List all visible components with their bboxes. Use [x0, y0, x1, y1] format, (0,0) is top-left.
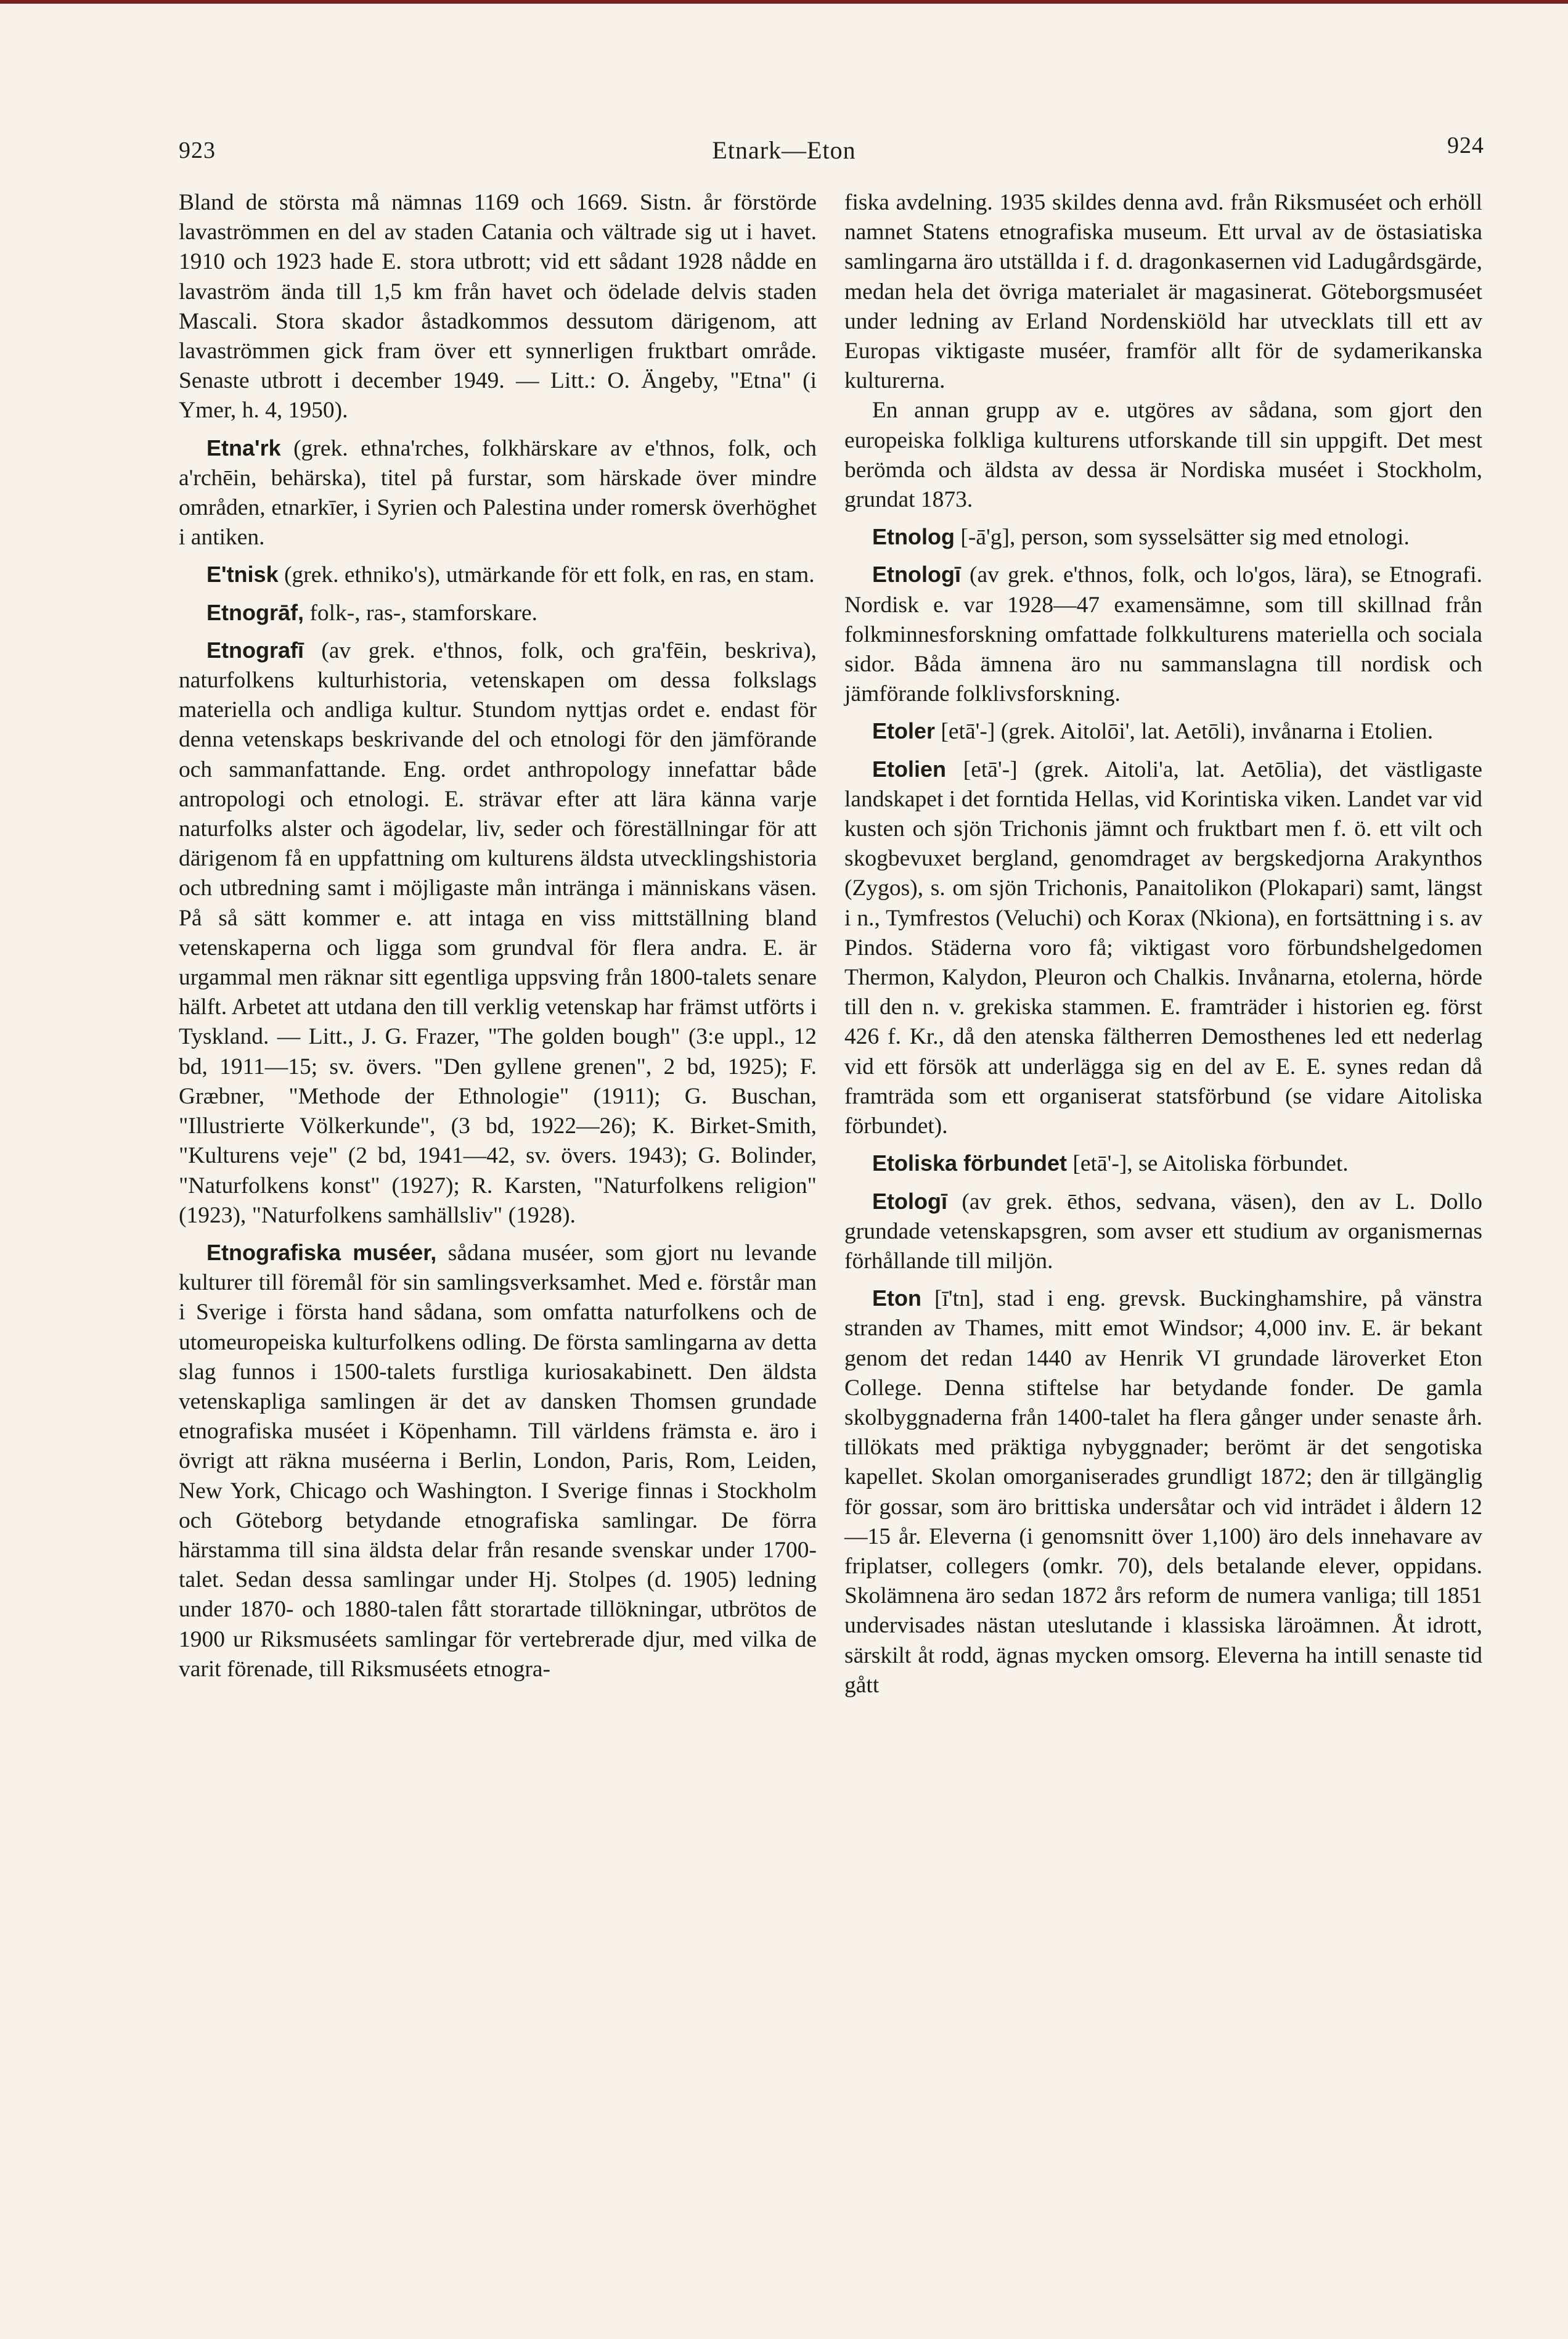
entry-headword: Etnografī	[206, 637, 304, 663]
entry-text: [ī'tn], stad i eng. grevsk. Buckinghamshire, på vänstra stranden av Thames, mitt emot Windsor; 4,000 inv. E. är bekant genom det redan 1440 av Henrik VI grundade läroverket Eton College. Denna stiftelse har betydande fonder. De gamla skolbyggnaderna från 1400-talet ha flera gånger under senaste årh. tillökats med präktiga nybyggnader; berömt är det sengotiska kapellet. Skolan omorganiserades grundligt 1872; den är tillgänglig för gossar, som äro brittiska undersåtar och vid inträdet i åldern 12—15 år. Eleverna (i genomsnitt över 1,100) äro dels innehavare av friplatser, collegers (omkr. 70), dels betalande elever, oppidans. Skolämnena äro sedan 1872 års reform de numera vanliga; till 1851 undervisades nästan uteslutande i klassiska läroämnen. Åt idrott, särskilt åt rodd, ägnas mycken omsorg. Eleverna ha intill senaste tid gått	[844, 1286, 1482, 1698]
entry-text: (av grek. e'thnos, folk, och lo'gos, lära), se Etnografi. Nordisk e. var 1928—47 examensämne, som till skillnad från folkminnesforskning omfattade folkkulturens materiella och sociala sidor. Båda ämnena äro nu sammanslagna till nordisk och jämförande folklivsforskning.	[844, 562, 1482, 707]
dictionary-entry	[844, 560, 1482, 709]
entry-headword: Etolien	[872, 756, 947, 782]
entry-text: [etā'-] (grek. Aitolōi', lat. Aetōli), invånarna i Etolien.	[935, 719, 1434, 745]
entry-text: (av grek. ēthos, sedvana, väsen), den av L. Dollo grundade vetenskapsgren, som avser ett studium av organismernas förhållande till miljön.	[844, 1189, 1482, 1274]
entry-headword: E'tnisk	[206, 562, 279, 588]
dictionary-entry	[179, 560, 817, 590]
text-paragraph	[179, 188, 817, 426]
entry-headword: Etnolog	[872, 524, 955, 550]
text-paragraph	[844, 188, 1482, 396]
entry-text: (av grek. e'thnos, folk, och gra'fēin, beskriva), naturfolkens kulturhistoria, vetenskapen om dessa folkslags materiella och andliga kultur. Stundom nyttjas ordet e. endast för denna vetenskaps beskrivande del och etnologi för den jämförande och sammanfattande. Eng. ordet anthropology innefattar både antropologi och etnologi. E. strävar efter att lära känna varje naturfolks alster och ägodelar, liv, seder och föreställningar för att därigenom få en uppfattning om kulturens äldsta utvecklingshistoria och utbredning samt i möjligaste mån intränga i människans väsen. På så sätt kommer e. att intaga en viss mittställning bland vetenskaperna och ligga som grundval för flera andra. E. är urgammal men räknar sitt egentliga uppsving från 1800-talets senare hälft. Arbetet att utdana den till verklig vetenskap har främst utförts i Tyskland. — Litt., J. G. Frazer, "The golden bough" (3:e uppl., 12 bd, 1911—15; sv. övers. "Den gyllene grenen", 2 bd, 1925); F. Græbner, "Methode der Ethnologie" (1911); G. Buschan, "Illustrierte Völkerkunde", (3 bd, 1922—26); K. Birket-Smith, "Kulturens veje" (2 bd, 1941—42, sv. övers. 1943); G. Bolinder, "Naturfolkens konst" (1927); R. Karsten, "Naturfolkens religion" (1923), "Naturfolkens samhällsliv" (1928).	[179, 637, 817, 1228]
entry-headword: Etoler	[872, 718, 936, 744]
dictionary-entry	[179, 636, 817, 1231]
page-number-right: 924	[1447, 133, 1484, 158]
page-number-left: 923	[179, 137, 216, 163]
entry-text: Bland de största må nämnas 1169 och 1669. Sistn. år förstörde lavaströmmen en del av staden Catania och vältrade sig ut i havet. 1910 och 1923 hade E. stora utbrott; vid ett sådant 1928 nådde en lavaström ända till 1,5 km från havet och ödelade delvis staden Mascali. Stora skador åstadkommos dessutom därigenom, att lavaströmmen gick fram över ett synnerligen fruktbart område. Senaste utbrott i december 1949. — Litt.: O. Ängeby, "Etna" (i Ymer, h. 4, 1950).	[179, 190, 817, 424]
top-edge-line	[0, 0, 1568, 4]
dictionary-entry	[844, 1187, 1482, 1277]
dictionary-entry	[179, 1238, 817, 1684]
entry-text: sådana muséer, som gjort nu levande kulturer till föremål för sin samlingsverksamhet. Med e. förstår man i Sverige i första hand sådana, som omfatta naturfolkens och de utomeuropeiska kulturfolkens odling. De första samlingarna av detta slag funnos i 1500-talets furstliga kuriosakabinett. Den äldsta vetenskapliga samlingen är det av dansken Thomsen grundade etnografiska muséet i Köpenhamn. Till världens främsta e. äro i övrigt att räkna muséerna i Berlin, London, Paris, Rom, Leiden, New York, Chicago och Washington. I Sverige finnas i Stockholm och Göteborg betydande etnografiska samlingar. De förra härstamma till sina äldsta delar från resande svenskar under 1700-talet. Sedan dessa samlingar under Hj. Stolpes (d. 1905) ledning under 1870- och 1880-talen fått storartade tillökningar, utbrötos de 1900 ur Riksmuséets samlingar för vertebrerade djur, med vilka de varit förenade, till Riksmuséets etnogra-	[179, 1240, 817, 1682]
running-head: Etnark—Eton	[712, 136, 856, 164]
entry-text: [-ā'g], person, som sysselsätter sig med etnologi.	[954, 525, 1410, 551]
dictionary-entry	[844, 522, 1482, 552]
right-column	[844, 188, 1482, 1700]
left-column	[179, 188, 817, 1684]
dictionary-entry	[844, 1149, 1482, 1179]
entry-headword: Etologī	[872, 1188, 947, 1214]
entry-headword: Etnologī	[872, 562, 961, 588]
entry-text: En annan grupp av e. utgöres av sådana, som gjort den europeiska folkliga kulturens utforskande till sin uppgift. Det mest berömda och äldsta av dessa är Nordiska muséet i Stockholm, grundat 1873.	[844, 398, 1482, 513]
dictionary-entry	[179, 598, 817, 628]
entry-text: (grek. ethniko's), utmärkande för ett folk, en ras, en stam.	[278, 562, 815, 588]
entry-text: fiska avdelning. 1935 skildes denna avd. från Riksmuséet och erhöll namnet Statens etnografiska museum. Ett urval av de östasiatiska samlingarna äro utställda i f. d. dragonkasernen vid Ladugårdsgärde, medan hela det övriga materialet är magasinerat. Göteborgsmuséet under ledning av Erland Nordenskiöld har utvecklats till ett av Europas viktigaste muséer, framför allt för de sydamerikanska kulturerna.	[844, 190, 1482, 394]
dictionary-entry	[844, 716, 1482, 747]
entry-text: [etā'-] (grek. Aitoli'a, lat. Aetōlia), det västligaste landskapet i det forntida Hellas, vid Korintiska viken. Landet var vid kusten och sjön Trichonis jämnt och fruktbart men f. ö. ett vilt och skogbevuxet bergland, genomdraget av bergskedjorna Arakynthos (Zygos), s. om sjön Trichonis, Panaitolikon (Plokapari) samt, längst i n., Tymfrestos (Veluchi) och Korax (Nkiona), en fortsättning i s. av Pindos. Städerna voro få; viktigast voro förbundshelgedomen Thermon, Kalydon, Pleuron och Chalkis. Invånarna, etolerna, hörde till den n. v. grekiska stammen. E. framträder i historien eg. först 426 f. Kr., då den atenska fältherren Demosthenes led ett nederlag vid ett försök att underlägga sig en del av E. E. synes redan då framträda som ett organiserat statsförbund (se vidare Aitoliska förbundet).	[844, 756, 1482, 1139]
entry-headword: Etnogrāf,	[206, 599, 304, 625]
entry-headword: Etna'rk	[206, 435, 281, 461]
entry-text: folk-, ras-, stamforskare.	[304, 600, 538, 626]
entry-headword: Eton	[872, 1285, 921, 1311]
entry-text: (grek. ethna'rches, folkhärskare av e'thnos, folk, och a'rchēin, behärska), titel på furstar, som härskade över mindre områden, etnarkīer, i Syrien och Palestina under romersk överhöghet i antiken.	[179, 435, 817, 551]
dictionary-entry	[179, 433, 817, 553]
dictionary-entry	[844, 1284, 1482, 1700]
entry-text: [etā'-], se Aitoliska förbundet.	[1067, 1151, 1349, 1177]
dictionary-entry	[844, 755, 1482, 1142]
entry-headword: Etoliska förbundet	[872, 1150, 1068, 1176]
entry-headword: Etnografiska muséer,	[206, 1239, 437, 1265]
text-paragraph	[844, 396, 1482, 515]
